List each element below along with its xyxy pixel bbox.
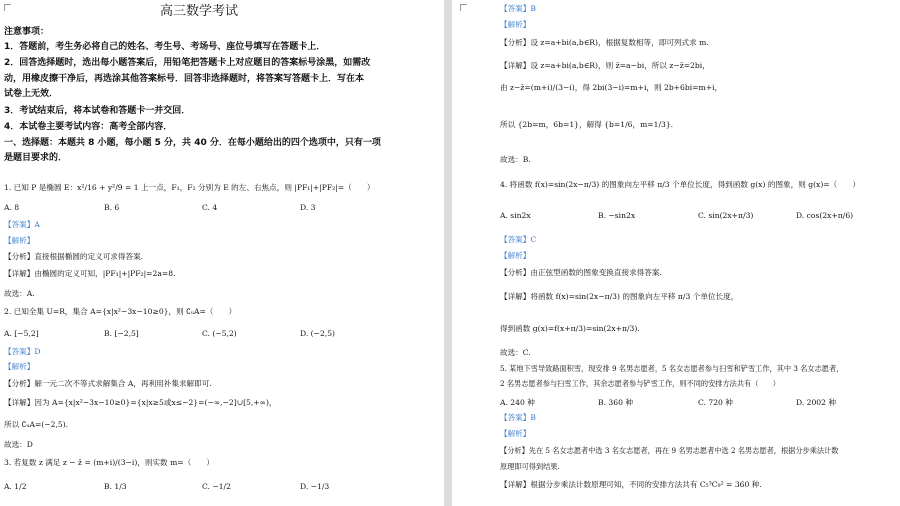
page-left [0, 0, 444, 506]
detail-text: 【详解】设 z=a+bi(a,b∈R)，则 z̄=a−bi，所以 z−z̄=2bi， [500, 61, 710, 70]
option-a: A. 1/2 [4, 482, 27, 491]
analysis-text: 【分析】设 z=a+bi(a,b∈R)，根据复数相等，即可列式求 m. [500, 38, 709, 47]
notice-line: 4．本试卷主要考试内容：高考全部内容． [4, 122, 173, 132]
notice-line: 2．回答选择题时，选出每小题答案后，用铅笔把答题卡上对应题目的答案标号涂黑，如需改 [4, 58, 371, 68]
analysis-text: 【分析】解一元二次不等式求解集合 A，再利用补集求解即可. [4, 379, 212, 388]
notice-line: 动，用橡皮擦干净后，再选涂其他答案标号．回答非选择题时，将答案写答题卡上．写在本 [4, 74, 365, 84]
choose-text: 故选：B. [500, 155, 531, 164]
page-gutter [444, 0, 452, 506]
detail-text: 【详解】根据分步乘法计数原理可知，不同的安排方法共有 C₅³C₉² = 360 种. [500, 480, 762, 489]
analysis-tag: 【解析】 [500, 251, 531, 260]
notice-line: 1．答题前，考生务必将自己的姓名、考生号、考场号、座位号填写在答题卡上． [4, 42, 326, 52]
detail-text: 【详解】因为 A={x|x²−3x−10≥0}={x|x≥5或x≤−2}=(−∞,−2]∪[5,+∞)， [4, 398, 277, 407]
analysis-text: 【分析】直接根据椭圆的定义可求得答案. [4, 252, 144, 261]
question-stem: 3. 若复数 z 满足 z − z̄ = (m+i)/(3−i)，则实数 m=（ ） [4, 458, 215, 467]
detail-text: 由 z−z̄=(m+i)/(3−i)，得 2bi(3−i)=m+i，则 2b+6bi=m+i， [500, 83, 723, 92]
option-b: B. −sin2x [598, 211, 636, 220]
detail-text: 所以 ∁ᵤA=(−2,5). [4, 420, 69, 429]
analysis-text: 原理即可得到结果. [500, 462, 560, 471]
option-d: D. −1/3 [300, 482, 330, 491]
notice-line: 3．考试结束后，将本试卷和答题卡一并交回． [4, 106, 191, 116]
option-c: C. 720 种 [698, 398, 733, 407]
crop-mark [460, 4, 467, 11]
notice-line: 一、选择题：本题共 8 小题，每小题 5 分，共 40 分．在每小题给出的四个选项中，只有一项 [4, 138, 381, 148]
exam-title: 高三数学考试 [160, 4, 239, 19]
answer-tag: 【答案】A [4, 220, 40, 229]
option-b: B. [−2,5] [104, 329, 139, 338]
analysis-text: 【分析】先在 5 名女志愿者中选 3 名女志愿者，再在 9 名男志愿者中选 2 名男志愿者，根据分步乘法计数 [500, 446, 839, 455]
question-stem: 2 名男志愿者参与扫雪工作，其余志愿者参与铲雪工作，则不同的安排方法共有（ ） [500, 379, 780, 388]
answer-tag: 【答案】D [4, 347, 41, 356]
option-d: D. cos(2x+π/6) [796, 211, 854, 220]
option-d: D. (−2,5) [300, 329, 336, 338]
analysis-tag: 【解析】 [500, 20, 531, 29]
notice-line: 是题目要求的． [4, 153, 68, 163]
option-a: A. sin2x [500, 211, 531, 220]
choose-text: 故选：C. [500, 348, 531, 357]
notice-heading: 注意事项： [4, 27, 50, 37]
analysis-tag: 【解析】 [500, 429, 531, 438]
option-c: C. (−5,2) [202, 329, 237, 338]
answer-tag: 【答案】B [500, 413, 536, 422]
choose-text: 故选：D [4, 440, 33, 449]
notice-line: 试卷上无效． [4, 89, 59, 99]
option-a: A. [−5,2] [4, 329, 39, 338]
detail-text: 【详解】由椭圆的定义可知，|PF₁|+|PF₂|=2a=8. [4, 269, 176, 278]
analysis-tag: 【解析】 [4, 236, 35, 245]
option-d: D. 2002 种 [796, 398, 836, 407]
option-b: B. 360 种 [598, 398, 633, 407]
analysis-text: 【分析】由正弦型函数的图象变换直接求得答案. [500, 268, 662, 277]
option-d: D. 3 [300, 203, 316, 212]
answer-tag: 【答案】B [500, 4, 536, 13]
detail-text: 所以 {2b=m，6b=1}，解得 {b=1/6，m=1/3}. [500, 120, 674, 129]
page-right [452, 0, 900, 506]
detail-text: 【详解】将函数 f(x)=sin(2x−π/3) 的图象向左平移 π/3 个单位长度， [500, 292, 739, 301]
option-c: C. 4 [202, 203, 218, 212]
question-stem: 4. 将函数 f(x)=sin(2x−π/3) 的图象向左平移 π/3 个单位长度，得到函数 g(x) 的图象，则 g(x)=（ ） [500, 180, 861, 189]
detail-text: 得到函数 g(x)=f(x+π/3)=sin(2x+π/3). [500, 324, 640, 333]
question-stem: 2. 已知全集 U=R，集合 A={x|x²−3x−10≥0}，则 ∁ᵤA=（ ） [4, 307, 237, 316]
option-a: A. 8 [4, 203, 20, 212]
answer-tag: 【答案】C [500, 235, 537, 244]
question-stem: 5. 某地下雪导致路面积雪，现安排 9 名男志愿者，5 名女志愿者参与扫雪和铲雪工作，其中 3 名女志愿者， [500, 364, 844, 373]
choose-text: 故选：A. [4, 289, 35, 298]
analysis-tag: 【解析】 [4, 362, 35, 371]
crop-mark [4, 4, 11, 11]
option-b: B. 1/3 [104, 482, 127, 491]
option-c: C. −1/2 [202, 482, 231, 491]
option-b: B. 6 [104, 203, 120, 212]
option-a: A. 240 种 [500, 398, 535, 407]
option-c: C. sin(2x+π/3) [698, 211, 754, 220]
question-stem: 1. 已知 P 是椭圆 E：x²/16 + y²/9 = 1 上一点，F₁，F₂ 分别为 E 的左、右焦点，则 |PF₁|+|PF₂|=（ ） [4, 183, 375, 192]
